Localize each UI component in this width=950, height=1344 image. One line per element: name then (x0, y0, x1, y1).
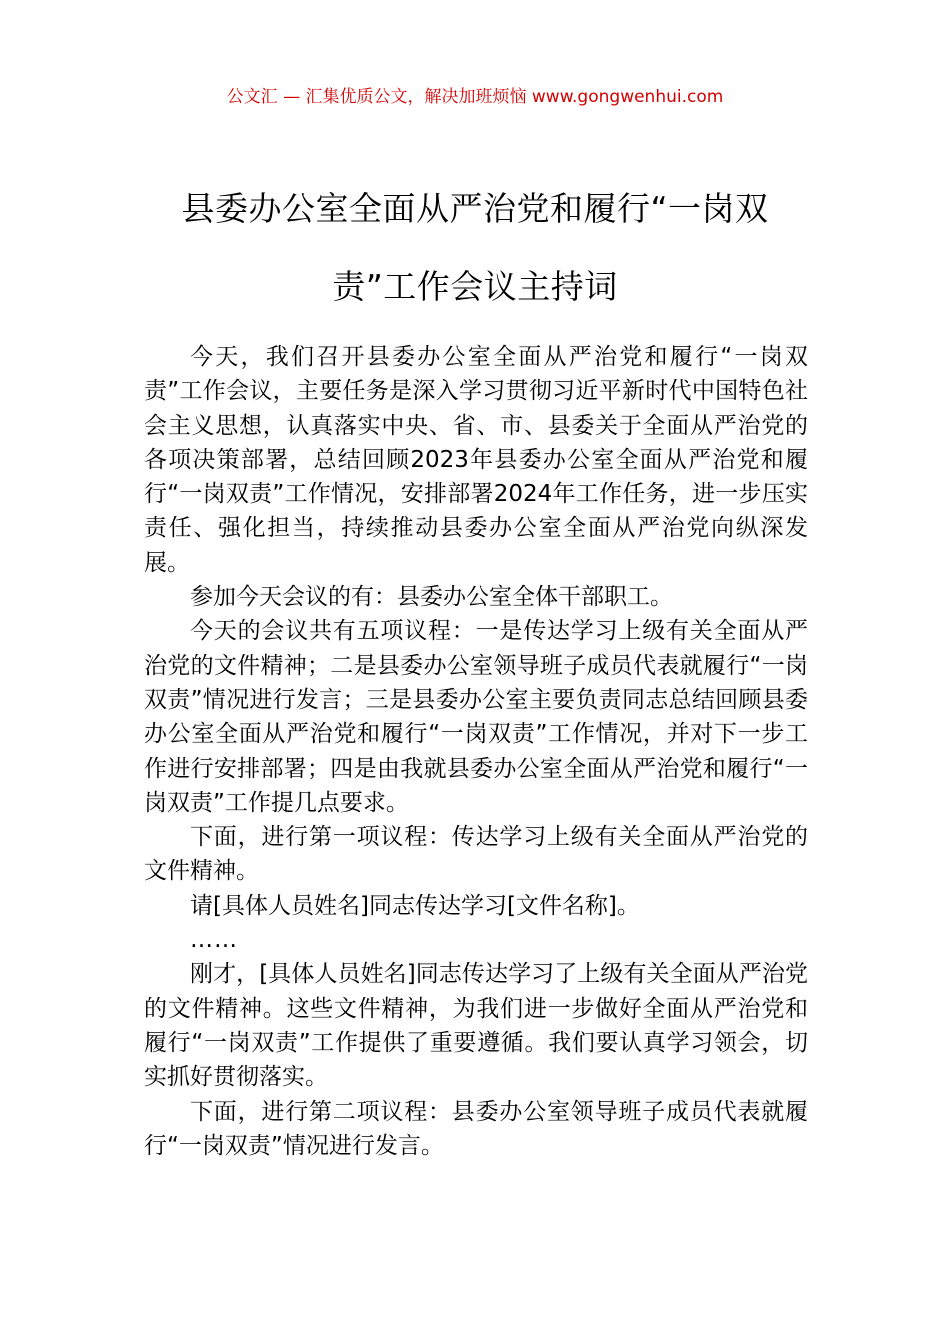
paragraph-attendees: 参加今天会议的有：县委办公室全体干部职工。 (190, 584, 673, 611)
paragraph-ellipsis: …… (190, 927, 238, 954)
paragraph-agenda: 今天的会议共有五项议程：一是传达学习上级有关全面从严治党的文件精神；二是县委办公室领导班子成员代表就履行“一岗双责”情况进行发言；三是县委办公室主要负责同志总结回顾县委办公室全面从严治党和履行“一岗双责”工作情况，并对下一步工作进行安排部署；四是由我就县委办公室全面从严治党和履行“一岗双责”工作提几点要求。 (144, 618, 808, 816)
paragraph-item-two: 下面，进行第二项议程：县委办公室领导班子成员代表就履行“一岗双责”情况进行发言。 (144, 1098, 808, 1159)
paragraph-item-one: 下面，进行第一项议程：传达学习上级有关全面从严治党的文件精神。 (144, 824, 808, 885)
paragraph-opening: 今天，我们召开县委办公室全面从严治党和履行“一岗双责”工作会议，主要任务是深入学习贯彻习近平新时代中国特色社会主义思想，认真落实中央、省、市、县委关于全面从严治党的各项决策部署，总结回顾2023年县委办公室全面从严治党和履行“一岗双责”工作情况，安排部署2024年工作任务，进一步压实责任、强化担当，持续推动县委办公室全面从严治党向纵深发展。 (144, 344, 808, 576)
document-title: 县委办公室全面从严治党和履行“一岗双责”工作会议主持词 (181, 189, 769, 306)
paragraph-invite: 请[具体人员姓名]同志传达学习[文件名称]。 (190, 892, 640, 919)
document-body (144, 340, 808, 1163)
paragraph-summary: 刚才，[具体人员姓名]同志传达学习了上级有关全面从严治党的文件精神。这些文件精神，为我们进一步做好全面从严治党和履行“一岗双责”工作提供了重要遵循。我们要认真学习领会，切实抓好贯彻落实。 (144, 961, 808, 1091)
header-banner: 公文汇 — 汇集优质公文，解决加班烦恼 www.gongwenhui.com (226, 87, 724, 107)
